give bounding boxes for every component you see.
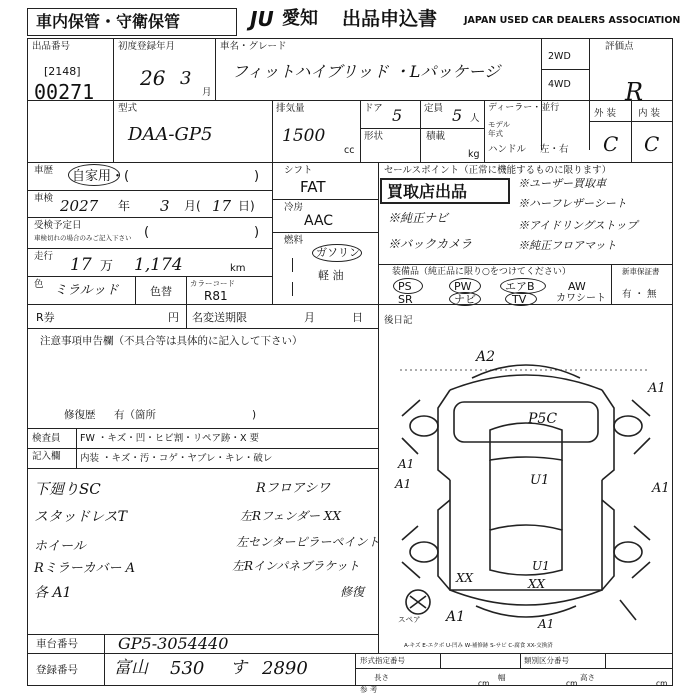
- mileage-unit: km: [230, 263, 246, 274]
- mileage-value-2: 1,174: [134, 255, 183, 275]
- history-close: ): [254, 169, 260, 184]
- sheet-title: 出品申込書: [342, 8, 438, 30]
- remark-4-right: 左Rインパネブラケット: [232, 559, 360, 573]
- designation-unit-2: cm: [566, 679, 578, 688]
- transfer-open: (: [144, 225, 150, 240]
- displacement-value: 1500: [282, 126, 326, 146]
- inspector-interior-row: 内装 ・キズ・汚・コゲ・ヤブレ・キレ・破レ: [80, 453, 273, 464]
- color-value: ミラルッド: [54, 283, 119, 298]
- selling-points-stamp: 買取店出品: [380, 178, 510, 204]
- selling-point-1: ※ユーザー買取車: [518, 177, 606, 190]
- diagram-mark-a1-rear-right: A1: [538, 617, 555, 631]
- mileage-man: 万: [100, 259, 114, 274]
- plate-number: 2890: [262, 658, 308, 679]
- model-year-label: モデル 年式: [488, 120, 511, 138]
- history-value: 自家用・(: [72, 169, 130, 184]
- plate-class: 530: [170, 658, 205, 679]
- repair-label: 修復歴: [64, 409, 96, 421]
- storage-note-box: [27, 8, 237, 36]
- fuel-label: 燃料: [284, 235, 304, 246]
- diagram-mark-a1-rear-left: A1: [446, 609, 466, 625]
- color-code-label: カラーコード: [190, 279, 235, 288]
- capacity-value: 5: [452, 106, 463, 125]
- remark-1-right: Rフロアシワ: [256, 481, 331, 496]
- lot-bracket-number: [2148]: [44, 65, 81, 78]
- inspector-label-1: 検査員: [32, 433, 61, 444]
- doors-label: ドア: [364, 103, 383, 114]
- color-label: 色: [34, 279, 44, 290]
- inspection-day: 17: [212, 197, 232, 215]
- repair-value: 有（箇所: [114, 409, 156, 421]
- recycle-label: R券: [36, 311, 55, 324]
- equipment-tv: TV: [512, 293, 527, 306]
- reg-change-month: 月: [304, 311, 315, 324]
- selling-points-label: セールスポイント（正常に機能するものに限ります）: [384, 165, 612, 176]
- type-label: 型式: [118, 103, 138, 114]
- displacement-unit: cc: [344, 145, 355, 156]
- inspection-month: 3: [160, 197, 170, 215]
- selling-point-6: ※純正フロアマット: [518, 239, 617, 252]
- type-value: DAA-GP5: [128, 124, 213, 145]
- registration-month-unit: 月: [202, 87, 212, 98]
- diagram-mark-p5c: P5C: [528, 411, 558, 427]
- designation-unit-1: cm: [478, 679, 490, 688]
- inspection-day-unit: 日): [238, 199, 255, 213]
- reg-change-day: 日: [352, 311, 363, 324]
- displacement-label: 排気量: [276, 103, 305, 114]
- remark-5-right: 修復: [340, 585, 365, 599]
- history-label: 車歴: [34, 165, 54, 176]
- designation-ref: 参 考: [360, 685, 378, 694]
- ju-logo: JU: [250, 7, 274, 31]
- transfer-note: 車検切れの場合のみご記入下さい: [34, 234, 132, 242]
- registration-year: 26: [140, 66, 166, 90]
- remark-3-left: ホイール: [34, 539, 86, 554]
- plate-region: 富山: [114, 658, 148, 678]
- designation-length: 長さ: [374, 673, 389, 682]
- fuel-value: ガソリン: [316, 246, 360, 259]
- designation-unit-3: cm: [656, 679, 668, 688]
- interior-value: C: [644, 132, 660, 156]
- exterior-label: 外 装: [594, 108, 617, 119]
- equipment-pw: PW: [454, 280, 472, 293]
- diagram-mark-a1-left-1: A1: [398, 457, 415, 471]
- chassis-value: GP5-3054440: [118, 634, 229, 653]
- equipment-leather-seat: カワシート: [556, 293, 606, 304]
- association-name: JAPAN USED CAR DEALERS ASSOCIATION: [464, 15, 681, 26]
- inspector-fw-row: FW ・キズ・凹・ヒビ割・リペア跡・X 要: [80, 433, 260, 444]
- designation-label-2: 類別区分番号: [524, 656, 569, 665]
- transfer-label: 受検予定日: [34, 220, 82, 231]
- rating-label: 評価点: [605, 41, 634, 52]
- repair-close: ): [252, 409, 257, 421]
- damage-legend: A-キズ E-エクボ U-凹み W-補修跡 S-サビ C-腐食 XX-交換済: [404, 643, 553, 649]
- dealer-label: ディーラー・並行: [488, 103, 560, 113]
- exterior-value: C: [603, 132, 619, 156]
- equipment-ps-circle: [393, 278, 423, 294]
- diagram-mark-u1-rear: U1: [532, 559, 550, 573]
- plate-kana: す: [230, 658, 247, 678]
- diagram-mark-xx-left: XX: [456, 571, 474, 585]
- color-change-label: 色替: [150, 285, 172, 298]
- mileage-value-1: 17: [70, 255, 92, 275]
- inspection-month-unit: 月(: [184, 199, 201, 213]
- diagram-mark-a1-right: A1: [652, 481, 670, 496]
- warranty-label: 新車保証書: [622, 267, 660, 276]
- interior-label: 内 装: [638, 108, 661, 119]
- handle-label: ハンドル: [488, 144, 527, 155]
- equipment-label: 装備品（純正品に限り○をつけてください）: [392, 267, 571, 277]
- selling-point-2: ※ハーフレザーシート: [518, 197, 627, 210]
- load-unit: kg: [468, 149, 480, 160]
- model-label: 車名・グレード: [220, 41, 287, 52]
- diagram-mark-a1-left-2: A1: [395, 477, 412, 491]
- remark-2-right: 左Rフェンダー XX: [240, 509, 341, 523]
- shift-label: シフト: [284, 165, 313, 176]
- chassis-label: 車台番号: [36, 638, 78, 650]
- reg-change-label: 名変送期限: [192, 311, 247, 324]
- diagram-mark-u1-roof: U1: [530, 473, 550, 488]
- diagram-mark-xx-right: XX: [528, 577, 546, 591]
- diagram-mark-a2: A2: [476, 349, 496, 365]
- selling-point-5: ※バックカメラ: [388, 237, 473, 251]
- equipment-ps: PS: [398, 280, 412, 293]
- handle-options: 左・右: [540, 144, 569, 155]
- equipment-navi: ナビ: [454, 293, 476, 306]
- equipment-aw: AW: [568, 280, 586, 293]
- mileage-label: 走行: [34, 251, 54, 262]
- shape-label: 形状: [364, 131, 384, 142]
- registration-month: 3: [180, 68, 192, 89]
- warranty-options: 有 ・ 無: [622, 289, 657, 300]
- aircon-label: 冷房: [284, 202, 304, 213]
- back-flag-label: 後日記: [384, 315, 413, 326]
- inspection-year: 2027: [60, 197, 99, 215]
- plate-label: 登録番号: [36, 664, 78, 676]
- inspector-label-2: 記入欄: [32, 451, 61, 462]
- spare-label: スペア: [398, 615, 421, 624]
- capacity-label: 定員: [424, 103, 444, 114]
- equipment-navi-circle: [449, 292, 481, 306]
- color-code-value: R81: [204, 289, 228, 303]
- doors-value: 5: [392, 106, 403, 125]
- load-label: 積載: [426, 131, 446, 142]
- recycle-unit: 円: [168, 311, 179, 324]
- equipment-airbag: エアB: [505, 280, 535, 293]
- org-name: 愛知: [282, 8, 318, 29]
- capacity-unit: 人: [470, 113, 480, 124]
- selling-point-3: ※純正ナビ: [388, 211, 449, 225]
- rating-value: R: [625, 78, 644, 106]
- aircon-value: AAC: [304, 213, 334, 229]
- inspection-label: 車検: [34, 193, 54, 204]
- selling-point-4: ※アイドリングストップ: [518, 219, 638, 232]
- registration-label: 初度登録年月: [118, 41, 176, 52]
- lot-number: 00271: [34, 80, 95, 104]
- inspection-year-unit: 年: [118, 199, 131, 213]
- designation-label-1: 形式指定番号: [360, 656, 405, 665]
- fuel-option2: 軽 油: [318, 269, 344, 282]
- remark-2-left: スタッドレスT: [34, 509, 127, 525]
- remark-3-right: 左センターピラーペイント: [236, 535, 380, 549]
- remark-1-left: 下廻りSC: [34, 480, 101, 498]
- transfer-close: ): [254, 225, 260, 240]
- drive-2wd: 2WD: [548, 51, 571, 62]
- equipment-sr: SR: [398, 293, 413, 306]
- car-diagram: [380, 330, 672, 650]
- lot-label: 出品番号: [32, 41, 71, 52]
- remark-5-left: 各 A1: [34, 585, 72, 601]
- notes-label: 注意事項申告欄（不具合等は具体的に記入して下さい）: [40, 335, 303, 347]
- model-name-value: フィットハイブリッド ・Lパッケージ: [232, 62, 501, 81]
- equipment-tv-circle: [505, 292, 537, 306]
- storage-note: 車内保管・守衛保管: [36, 12, 181, 31]
- designation-height: 高さ: [580, 673, 595, 682]
- shift-value: FAT: [300, 178, 326, 196]
- designation-width: 幅: [498, 673, 506, 682]
- diagram-mark-a1-front-right: A1: [648, 381, 666, 396]
- drive-4wd: 4WD: [548, 79, 571, 90]
- remark-4-left: Rミラーカバー A: [34, 561, 136, 576]
